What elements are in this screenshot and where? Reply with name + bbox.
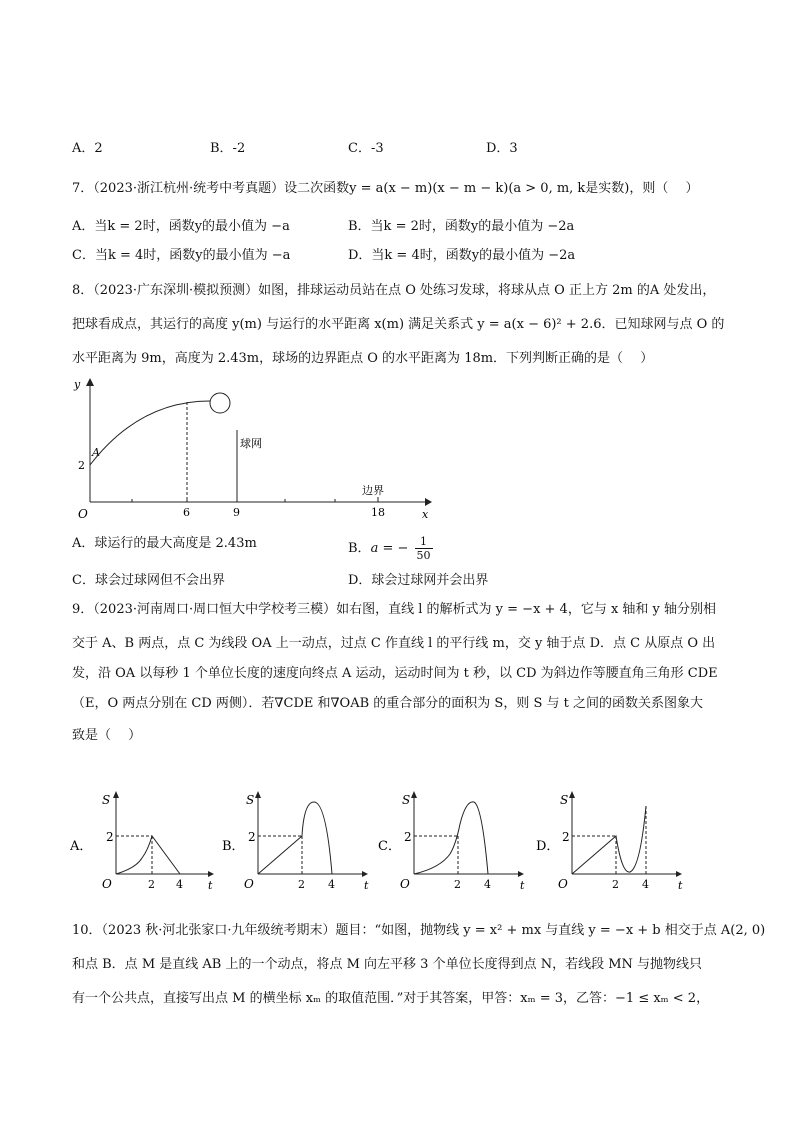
q10-stem-line-1: 10．（2023 秋·河北张家口·九年级统考期末）题目：“如图，抛物线 y = x² + mx 与直线 y = −x + b 相交于点 A(2, 0) — [72, 923, 766, 938]
q8-y-label: y — [74, 378, 81, 391]
svg-text:2: 2 — [454, 878, 461, 891]
q9-graph-b-curve — [258, 802, 332, 874]
q9-graph-d — [536, 788, 686, 902]
q7-option-c: C．当k = 4时，函数y的最小值为 −a — [72, 248, 291, 263]
svg-text:t: t — [208, 879, 213, 892]
q8-x-arrow — [425, 498, 432, 506]
svg-text:O: O — [558, 877, 568, 891]
svg-text:A．: A． — [70, 839, 93, 854]
svg-text:2: 2 — [404, 830, 412, 844]
q6-option-a: A．2 — [72, 141, 103, 156]
q9-graph-b — [222, 788, 372, 902]
svg-text:2: 2 — [562, 830, 570, 844]
q9-graph-a-curve — [116, 836, 180, 874]
q8-y-tick-2: 2 — [78, 459, 85, 472]
q9-stem-line-5: 致是（ ） — [72, 728, 142, 743]
q9-stem-line-4: （E，O 两点分别在 CD 两侧）．若∇CDE 和∇OAB 的重合部分的面积为 S，则 S 与 t 之间的函数关系图象大 — [72, 696, 703, 711]
q9-graph-d-curve — [572, 806, 646, 874]
svg-text:2: 2 — [612, 878, 619, 891]
q9-stem-line-1: 9．（2023·河南周口·周口恒大中学校考三模）如右图，直线 l 的解析式为 y = −x + 4，它与 x 轴和 y 轴分别相 — [72, 602, 717, 617]
svg-text:O: O — [400, 877, 410, 891]
svg-text:S: S — [560, 793, 569, 807]
svg-text:t: t — [364, 879, 369, 892]
svg-text:4: 4 — [176, 878, 183, 891]
svg-text:O: O — [102, 877, 112, 891]
svg-text:S: S — [402, 793, 411, 807]
svg-text:4: 4 — [642, 878, 649, 891]
q8-ball-trajectory — [90, 401, 220, 465]
svg-text:C．: C． — [378, 839, 401, 854]
svg-text:S: S — [246, 793, 255, 807]
svg-text:t: t — [678, 879, 683, 892]
q8-option-c: C．球会过球网但不会出界 — [72, 573, 225, 588]
q8-stem-line-3: 水平距离为 9m，高度为 2.43m，球场的边界距点 O 的水平距离为 18m．下列判断正确的是（ ） — [72, 351, 654, 366]
svg-text:2: 2 — [148, 878, 155, 891]
q8-option-b-fraction: $\frac{1}{50}$ — [416, 535, 431, 562]
q8-net-label: 球网 — [240, 437, 262, 450]
q9-stem-line-3: 发，沿 OA 以每秒 1 个单位长度的速度向终点 A 运动，运动时间为 t 秒，以 CD 为斜边作等腰直角三角形 CDE — [72, 666, 718, 681]
q6-option-d: D．3 — [486, 141, 518, 156]
q6-option-c: C．-3 — [348, 141, 384, 156]
svg-text:2: 2 — [106, 830, 114, 844]
q8-volleyball-figure — [60, 372, 440, 522]
q8-boundary-label: 边界 — [362, 484, 384, 497]
svg-text:2: 2 — [248, 830, 256, 844]
q9-graph-c-curve — [414, 802, 488, 874]
q8-option-d: D．球会过球网并会出界 — [348, 573, 489, 588]
q8-y-arrow — [86, 378, 94, 386]
q7-option-d: D．当k = 4时，函数y的最小值为 −2a — [348, 248, 576, 263]
svg-text:S: S — [102, 793, 111, 807]
svg-text:D．: D． — [536, 839, 560, 854]
q7-option-b: B．当k = 2时，函数y的最小值为 −2a — [348, 219, 575, 234]
q9-graph-a — [70, 788, 220, 902]
q10-stem-line-2: 和点 B．点 M 是直线 AB 上的一个动点，将点 M 向左平移 3 个单位长度得到点 N，若线段 MN 与抛物线只 — [72, 957, 703, 972]
q8-origin-label: O — [78, 507, 88, 521]
q8-option-a: A．球运行的最大高度是 2.43m — [72, 536, 257, 551]
q9-stem-line-2: 交于 A、B 两点，点 C 为线段 OA 上一动点，过点 C 作直线 l 的平行线 m，交 y 轴于点 D．点 C 从原点 O 出 — [72, 636, 716, 651]
q8-x-label: x — [422, 508, 429, 521]
q8-ball — [210, 393, 230, 413]
q7-stem: 7．（2023·浙江杭州·统考中考真题）设二次函数y = a(x − m)(x − m − k)(a > 0, m, k是实数)，则（ ） — [72, 181, 699, 196]
q8-option-b: B．a = − $\frac{1}{50}$ — [348, 535, 431, 562]
q8-stem-line-1: 8．（2023·广东深圳·模拟预测）如图，排球运动员站在点 O 处练习发球，将球从点 O 正上方 2m 的A 处发出， — [72, 283, 716, 298]
q8-x-tick-9: 9 — [233, 506, 240, 519]
q6-option-b: B．-2 — [210, 141, 246, 156]
q8-x-tick-6: 6 — [183, 506, 190, 519]
svg-text:4: 4 — [484, 878, 491, 891]
svg-text:B．: B． — [222, 839, 245, 854]
svg-text:2: 2 — [298, 878, 305, 891]
q8-x-tick-18: 18 — [371, 506, 385, 519]
q8-stem-line-2: 把球看成点，其运行的高度 y(m) 与运行的水平距离 x(m) 满足关系式 y = a(x − 6)² + 2.6．已知球网与点 O 的 — [72, 317, 725, 332]
svg-text:O: O — [244, 877, 254, 891]
q9-graph-c — [378, 788, 528, 902]
svg-text:4: 4 — [328, 878, 335, 891]
q7-option-a: A．当k = 2时，函数y的最小值为 −a — [72, 219, 290, 234]
svg-text:t: t — [520, 879, 525, 892]
q10-stem-line-3: 有一个公共点，直接写出点 M 的横坐标 xₘ 的取值范围．”对于其答案，甲答：xₘ = 3，乙答：−1 ≤ xₘ < 2， — [72, 991, 710, 1006]
q8-point-a-label: A — [92, 446, 100, 459]
